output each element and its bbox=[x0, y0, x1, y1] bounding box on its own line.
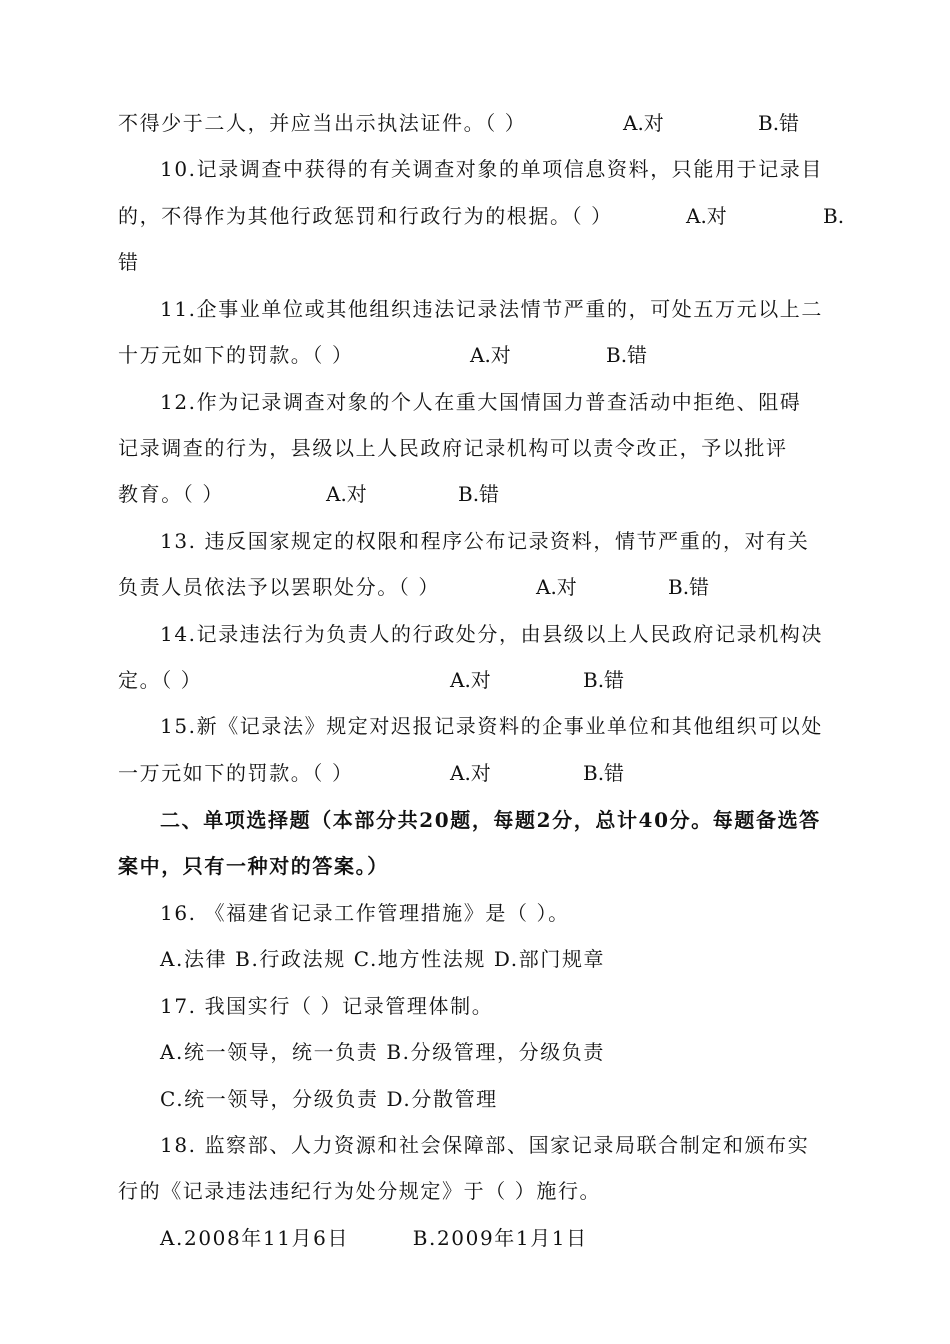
option-a: A.对 bbox=[536, 575, 577, 599]
question-text: 定。（ ） bbox=[118, 668, 203, 692]
question-text: 的，不得作为其他行政惩罚和行政行为的根据。（ ） bbox=[118, 204, 613, 228]
question-text: 十万元如下的罚款。（ ） bbox=[118, 343, 354, 367]
question-13-line-1: 13. 违反国家规定的权限和程序公布记录资料，情节严重的，对有关 bbox=[160, 529, 810, 553]
option-a: A.对 bbox=[450, 668, 491, 692]
question-12-line-2: 记录调查的行为，县级以上人民政府记录机构可以责令改正，予以批评 bbox=[118, 436, 788, 460]
question-12-line-3 bbox=[118, 479, 848, 509]
question-14-line-2 bbox=[118, 665, 848, 695]
option-b: B.错 bbox=[668, 575, 710, 599]
option-b: B.错 bbox=[458, 482, 500, 506]
question-17: 17. 我国实行（ ）记录管理体制。 bbox=[160, 994, 494, 1018]
question-16: 16. 《福建省记录工作管理措施》是（ ）。 bbox=[160, 901, 570, 925]
question-13-line-2 bbox=[118, 572, 848, 602]
option-b: B.错 bbox=[758, 111, 800, 135]
option-b: B.错 bbox=[583, 668, 625, 692]
question-18-options: A.2008年11月6日 B.2009年1月1日 bbox=[160, 1226, 588, 1250]
option-a: A.对 bbox=[326, 482, 367, 506]
question-14-line-1: 14.记录违法行为负责人的行政处分，由县级以上人民政府记录机构决 bbox=[160, 622, 824, 646]
option-b: B. bbox=[823, 204, 845, 228]
question-text: 负责人员依法予以罢职处分。（ ） bbox=[118, 575, 440, 599]
question-16-options: A.法律 B.行政法规 C.地方性法规 D.部门规章 bbox=[160, 947, 606, 971]
question-15-line-2 bbox=[118, 758, 848, 788]
section-2-heading-line-1: 二、单项选择题（本部分共20题，每题2分，总计40分。每题备选答 bbox=[160, 808, 821, 832]
question-11-line-2 bbox=[118, 340, 848, 370]
question-17-options-1: A.统一领导，统一负责 B.分级管理，分级负责 bbox=[160, 1040, 606, 1064]
question-17-options-2: C.统一领导，分级负责 D.分散管理 bbox=[160, 1087, 498, 1111]
option-a: A.对 bbox=[470, 343, 511, 367]
question-9-continuation bbox=[118, 108, 848, 138]
question-18-line-1: 18. 监察部、人力资源和社会保障部、国家记录局联合制定和颁布实 bbox=[160, 1133, 810, 1157]
option-b: B.错 bbox=[606, 343, 648, 367]
question-11-line-1: 11.企事业单位或其他组织违法记录法情节严重的，可处五万元以上二 bbox=[160, 297, 824, 321]
question-18-line-2: 行的《记录违法违纪行为处分规定》于（ ）施行。 bbox=[118, 1179, 602, 1203]
question-text: 一万元如下的罚款。（ ） bbox=[118, 761, 354, 785]
option-a: A.对 bbox=[686, 204, 727, 228]
question-10-line-1: 10.记录调查中获得的有关调查对象的单项信息资料，只能用于记录目 bbox=[160, 157, 824, 181]
question-10-line-3: 错 bbox=[118, 250, 140, 274]
option-a: A.对 bbox=[450, 761, 491, 785]
option-a: A.对 bbox=[623, 111, 664, 135]
question-15-line-1: 15.新《记录法》规定对迟报记录资料的企事业单位和其他组织可以处 bbox=[160, 714, 824, 738]
question-text: 教育。（ ） bbox=[118, 482, 224, 506]
section-2-heading-line-2: 案中，只有一种对的答案。） bbox=[118, 854, 389, 878]
question-12-line-1: 12.作为记录调查对象的个人在重大国情国力普查活动中拒绝、阻碍 bbox=[160, 390, 802, 414]
question-text: 不得少于二人，并应当出示执法证件。（ ） bbox=[118, 111, 527, 135]
option-b: B.错 bbox=[583, 761, 625, 785]
question-10-line-2 bbox=[118, 201, 848, 231]
